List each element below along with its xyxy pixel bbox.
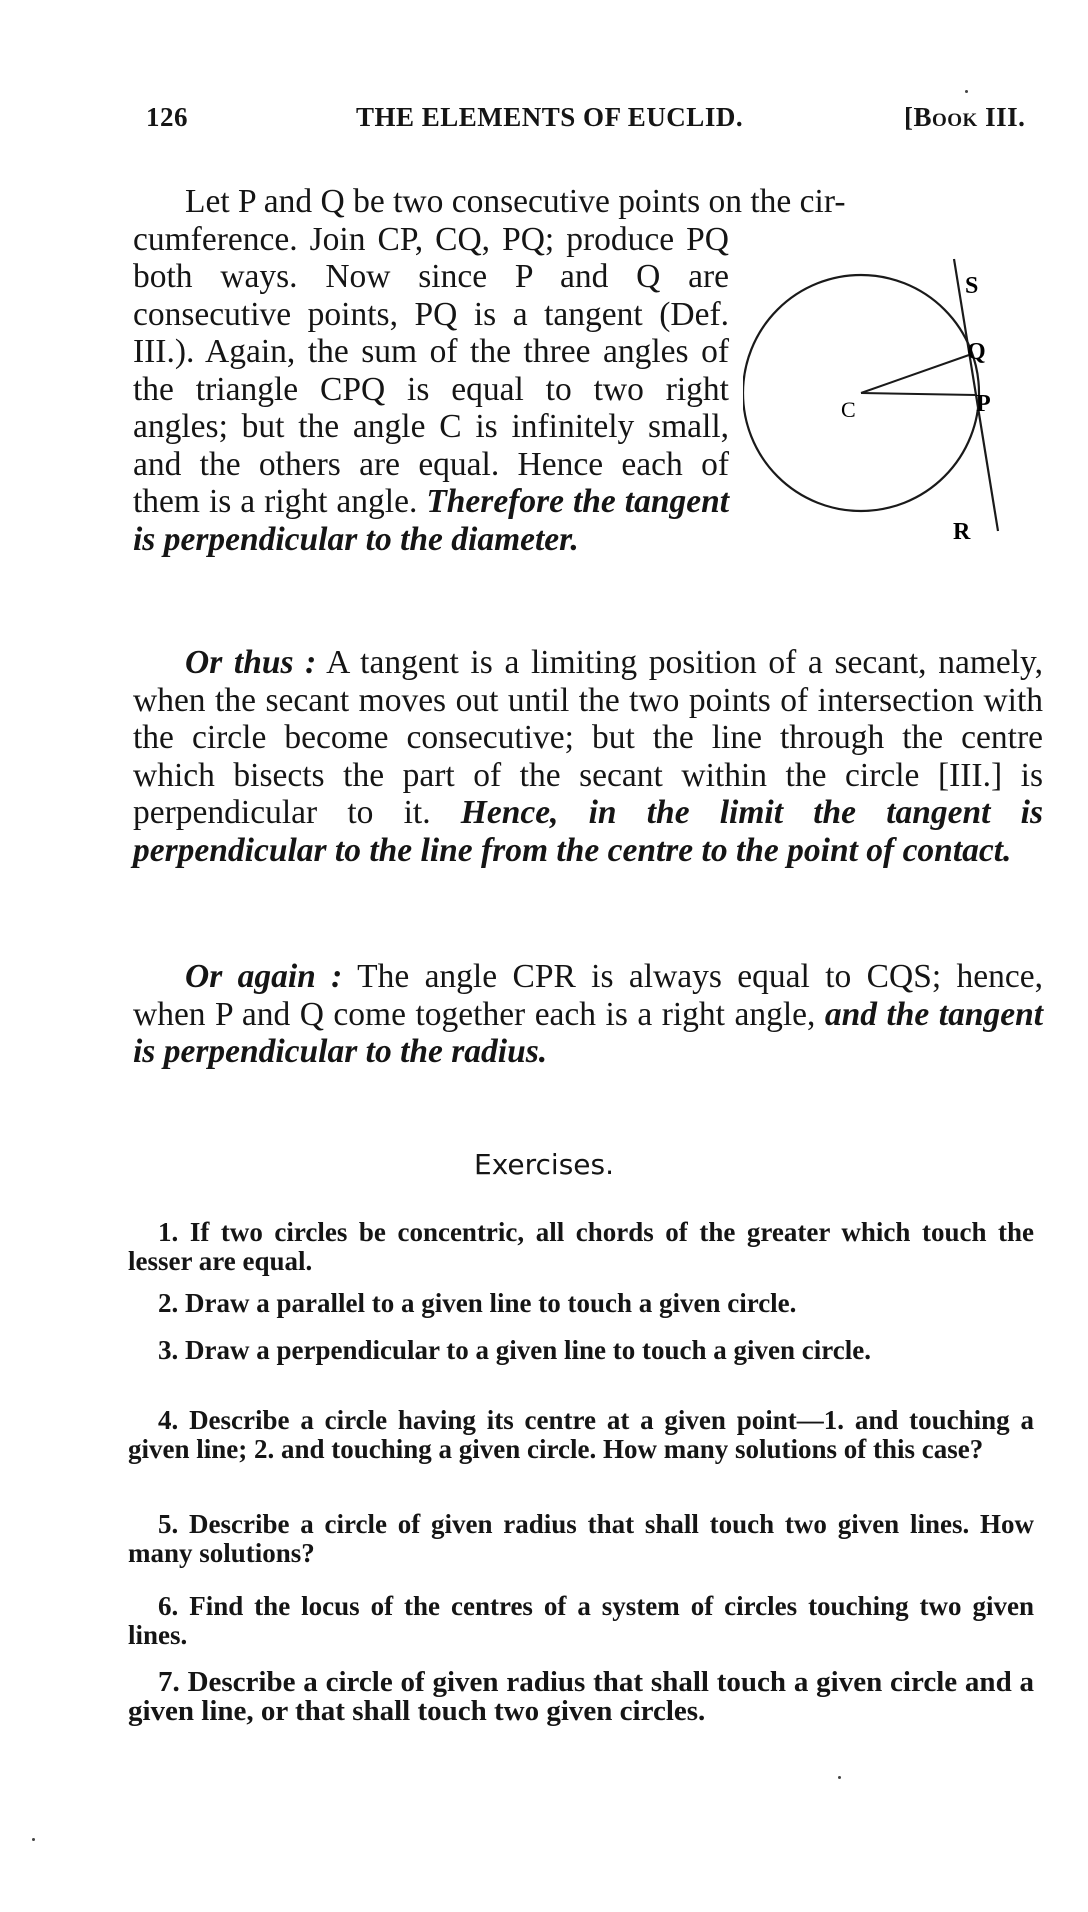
exercise-item	[128, 1592, 1034, 1650]
or-again-lead: Or again :	[185, 958, 343, 995]
proof-text: cumference. Join CP, CQ, PQ; produce PQ both ways. Now since P and Q are consecutive points, PQ is a tangent (Def. III.). Again, the sum of the three angles of the triangle CPQ is equal to two right angles; but the angle C is infinitely small, and the others are equal. Hence each of them is a right angle.	[133, 220, 729, 520]
paragraph-or-again	[133, 958, 1043, 1071]
running-title: THE ELEMENTS OF EUCLID.	[356, 102, 744, 132]
or-thus-conclusion: Hence, in the limit the tangent is perpendicular to the line from the centre to the point of contact.	[133, 794, 1043, 869]
exercise-number: 5.	[158, 1509, 179, 1539]
speck	[838, 1776, 841, 1779]
label-s: S	[965, 272, 979, 299]
exercise-text: If two circles be concentric, all chords of the greater which touch the lesser are equal.	[128, 1217, 1035, 1276]
paragraph-proof	[133, 183, 1043, 558]
paragraph-proof-first-line: Let P and Q be two consecutive points on the cir-	[185, 183, 846, 220]
exercise-item	[128, 1668, 1034, 1726]
exercise-text: Draw a perpendicular to a given line to touch a given circle.	[185, 1335, 871, 1365]
page-number: 126	[146, 102, 188, 132]
label-r: R	[953, 518, 971, 545]
exercise-item	[128, 1510, 1034, 1568]
exercise-item	[128, 1406, 1034, 1464]
exercise-item	[128, 1289, 1034, 1318]
or-thus-text: A tangent is a limiting position of a secant, namely, when the secant moves out until the two points of intersection with the circle become consecutive; but the line through the centre which bisects the part of the secant within the circle [III.] is perpendicular to it.	[133, 644, 1043, 831]
speck	[965, 90, 968, 93]
exercise-item	[128, 1218, 1034, 1276]
or-again-conclusion: and the tangent is perpendicular to the radius.	[133, 995, 1044, 1070]
or-thus-lead: Or thus :	[185, 644, 317, 681]
tangent-figure	[743, 221, 1043, 551]
label-p: P	[976, 390, 991, 417]
paragraph-or-thus	[133, 644, 1043, 869]
figure-radius-cp	[861, 393, 976, 395]
exercise-number: 2.	[158, 1288, 179, 1318]
exercise-number: 6.	[158, 1591, 179, 1621]
exercise-text: Describe a circle of given radius that shall touch a given circle and a given line, or that shall touch two given circles.	[128, 1666, 1035, 1727]
figure-radius-cq	[861, 355, 969, 393]
exercise-text: Describe a circle of given radius that shall touch two given lines. How many solutions?	[128, 1509, 1035, 1568]
proof-conclusion: Therefore the tangent is perpendicular to the diameter.	[133, 483, 730, 558]
exercise-number: 4.	[158, 1405, 179, 1435]
or-again-text: The angle CPR is always equal to CQS; hence, when P and Q come together each is a right angle,	[133, 958, 1043, 1033]
exercise-text: Describe a circle having its centre at a given point—1. and touching a given line; 2. and touching a given circle. How many solutions of this case?	[128, 1405, 1034, 1464]
exercise-text: Draw a parallel to a given line to touch a given circle.	[185, 1288, 797, 1318]
label-c: C	[841, 396, 856, 422]
exercises-heading: Exercises.	[474, 1148, 614, 1181]
exercise-item	[128, 1336, 1034, 1365]
exercise-text: Find the locus of the centres of a system of circles touching two given lines.	[128, 1591, 1034, 1650]
speck	[32, 1838, 35, 1841]
exercise-number: 1.	[158, 1217, 179, 1247]
exercise-number: 3.	[158, 1335, 179, 1365]
label-q: Q	[967, 338, 986, 365]
exercise-number: 7.	[158, 1666, 180, 1698]
book-indicator: [Book III.	[904, 102, 1026, 132]
